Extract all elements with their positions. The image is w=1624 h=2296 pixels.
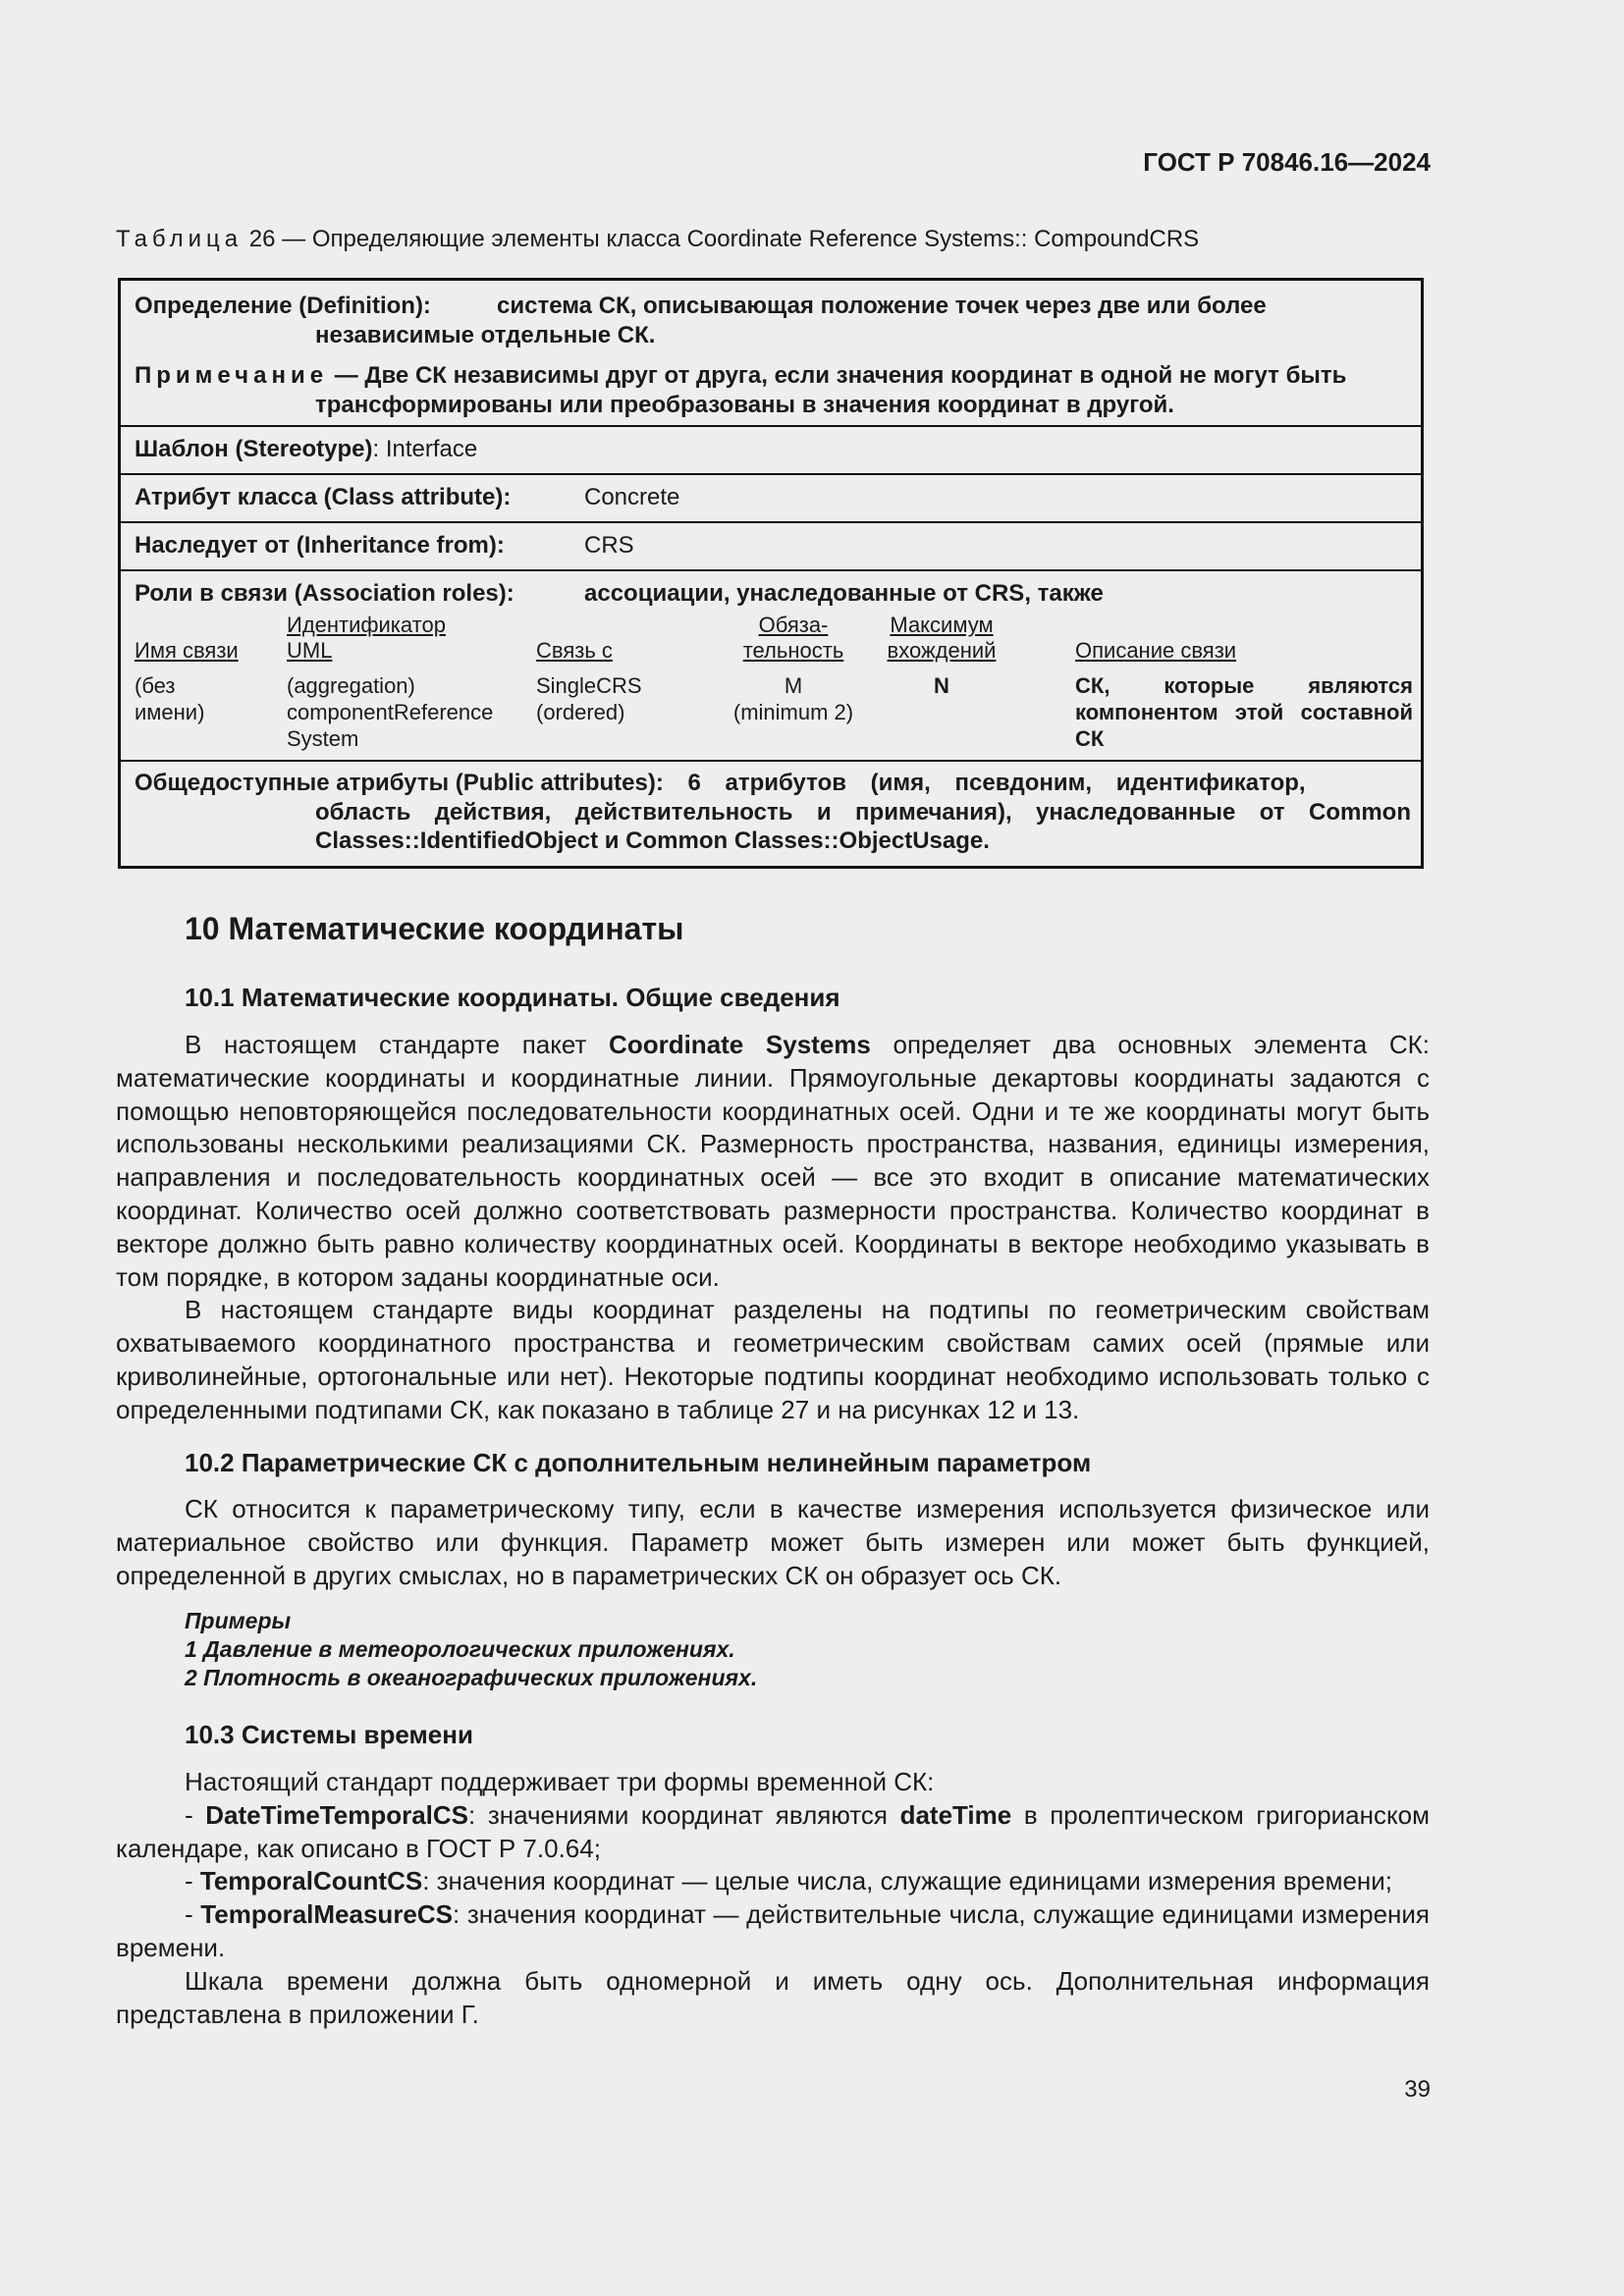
class-attribute-key: Атрибут класса (Class attribute): [135, 484, 512, 510]
section-10-1-title: 10.1 Математические координаты. Общие сведения [185, 983, 840, 1012]
roles-value: ассоциации, унаследованные от CRS, также [584, 580, 1104, 607]
table-row-inheritance [121, 523, 1421, 571]
cell-oblig-2: (minimum 2) [732, 700, 854, 724]
col-header-link: Связь с [536, 638, 613, 663]
text-run-bold: TemporalMeasureCS [200, 1899, 454, 1930]
public-attributes-line2: область действия, действительность и примечания), унаследованные от Common [315, 799, 1411, 826]
examples-title: Примеры [185, 1608, 292, 1633]
text-run: - [185, 1799, 206, 1830]
col-header-uml-2: UML [287, 638, 333, 663]
roles-key: Роли в связи (Association roles): [135, 580, 514, 607]
public-attributes-line3: Classes::IdentifiedObject и Common Classes::ObjectUsage. [315, 828, 990, 854]
text-run-bold: Coordinate Systems [609, 1030, 871, 1059]
cell-max: N [934, 673, 949, 698]
cell-uml-2: componentReference [287, 700, 494, 724]
text-run: в пролептическом григорианском календаре, как описано в ГОСТ Р 7.0.64; [116, 1799, 1431, 1863]
table-row-definition [121, 281, 1421, 427]
bullet-datetime [116, 1799, 1430, 1866]
class-attribute-value: Concrete [584, 484, 680, 510]
text-run-bold: dateTime [899, 1799, 1012, 1830]
example-1: 1 Давление в метеорологических приложениях. [185, 1636, 735, 1662]
cell-uml-1: (aggregation) [287, 673, 415, 698]
stereotype-key: Шаблон (Stereotype) [135, 436, 373, 462]
paragraph: Шкала времени должна быть одномерной и иметь одну ось. Дополнительная информация представлена в приложении Г. [116, 1965, 1430, 2029]
note-key: Примечание [135, 362, 329, 389]
col-header-max-2: вхождений [887, 638, 997, 663]
definition-key: Определение (Definition): [135, 293, 431, 319]
text-run: : значениями координат являются [468, 1799, 900, 1830]
cell-desc-3: СК [1075, 726, 1105, 751]
section-10-3-text [116, 1766, 1430, 2031]
inheritance-key: Наследует от (Inheritance from): [135, 532, 505, 559]
paragraph: СК относится к параметрическому типу, если в качестве измерения используется физическое или материальное свойство или функция. Параметр может быть измерен или может быть функцией, определенной в других смыслах, но в параметрических СК он образует ось СК. [116, 1494, 1430, 1590]
table-caption-text: 26 — Определяющие элементы класса Coordinate Reference Systems:: CompoundCRS [248, 226, 1200, 252]
section-10-title: 10 Математические координаты [185, 911, 684, 946]
cell-oblig-1: M [784, 673, 803, 698]
cell-desc-2: компонентом этой составной [1075, 700, 1413, 724]
text-run: В настоящем стандарте пакет [185, 1030, 610, 1059]
section-10-2-text [116, 1493, 1430, 1592]
col-header-oblig-1: Обяза- [758, 613, 829, 637]
col-header-desc: Описание связи [1075, 638, 1237, 663]
section-10-2-title: 10.2 Параметрические СК с дополнительным нелинейным параметром [185, 1448, 1092, 1477]
text-run: - [185, 1866, 200, 1896]
section-10-3-title: 10.3 Системы времени [185, 1720, 473, 1749]
cell-uml-3: System [287, 726, 359, 751]
text-run: - [185, 1899, 201, 1930]
text-run-bold: DateTimeTemporalCS [205, 1799, 469, 1830]
cell-link-2: (ordered) [536, 700, 625, 724]
note-line1 [135, 362, 1346, 390]
definition-value-line1: система СК, описывающая положение точек через две или более [497, 293, 1267, 319]
cell-desc-1: СК, которые являются [1075, 673, 1413, 698]
col-header-max-1: Максимум [890, 613, 994, 637]
section-10-1-text [116, 1029, 1430, 1427]
text-run: : значения координат — целые числа, служащие единицами измерения времени; [422, 1866, 1393, 1896]
document-id: ГОСТ Р 70846.16—2024 [1143, 147, 1431, 177]
bullet-measure [116, 1898, 1430, 1965]
cell-name-2: имени) [135, 700, 205, 724]
cell-name-1: (без [135, 673, 176, 698]
definition-table [118, 278, 1424, 869]
col-header-uml-1: Идентификатор [287, 613, 446, 637]
note-line2: трансформированы или преобразованы в значения координат в другой. [315, 392, 1174, 418]
cell-link-1: SingleCRS [536, 673, 642, 698]
bullet-count [116, 1865, 1430, 1898]
definition-value-line2: независимые отдельные СК. [315, 322, 656, 348]
col-header-name: Имя связи [135, 638, 239, 663]
page-number: 39 [1404, 2076, 1431, 2103]
paragraph: Настоящий стандарт поддерживает три формы временной СК: [185, 1767, 935, 1796]
text-run-bold: TemporalCountCS [199, 1866, 423, 1896]
table-row-class-attribute [121, 475, 1421, 523]
table-row-association-roles [121, 571, 1421, 762]
table-caption [116, 226, 1199, 253]
col-header-oblig-2: тельность [742, 638, 844, 663]
note-text: — Две СК независимы друг от друга, если значения координат в одной не могут быть [334, 362, 1347, 389]
text-run: определяет два основных элемента СК: математические координаты и координатные линии. Прямоугольные декартовы координаты задаются с помощью неповторяющейся последовательности координатных осей. Одни и те же координаты могут быть использованы несколькими реализациями СК. Размерность пространства, названия, единицы измерения, направления и последовательность координатных осей — все это входит в описание математических координат. Количество осей должно соответствовать размерности пространства. Количество координат в векторе должно быть равно количеству координатных осей. Координаты в векторе необходимо указывать в том порядке, в котором заданы координатные оси. [116, 1030, 1431, 1292]
stereotype-value: : Interface [372, 436, 478, 462]
inheritance-value: CRS [584, 532, 634, 559]
table-row-stereotype [121, 427, 1421, 475]
table-caption-label: Таблица [116, 226, 244, 252]
public-attributes-key: Общедоступные атрибуты (Public attributes) [135, 770, 656, 796]
table-row-public-attributes [121, 762, 1421, 866]
paragraph: В настоящем стандарте виды координат разделены на подтипы по геометрическим свойствам охватываемого координатного пространства и геометрическим свойствам самих осей (прямые или криволинейные, ортогональные или нет). Некоторые подтипы координат необходимо использовать только с определенными подтипами СК, как показано в таблице 27 и на рисунках 12 и 13. [116, 1295, 1430, 1424]
example-2: 2 Плотность в океанографических приложениях. [185, 1665, 758, 1690]
public-attributes-value-1: : 6 атрибутов (имя, псевдоним, идентификатор, [655, 770, 1306, 796]
text-run: : значения координат — действительные числа, служащие единицами измерения времени. [116, 1899, 1430, 1962]
stereotype [135, 436, 477, 463]
public-attributes-line1 [135, 769, 1411, 798]
paragraph [116, 1029, 1430, 1294]
